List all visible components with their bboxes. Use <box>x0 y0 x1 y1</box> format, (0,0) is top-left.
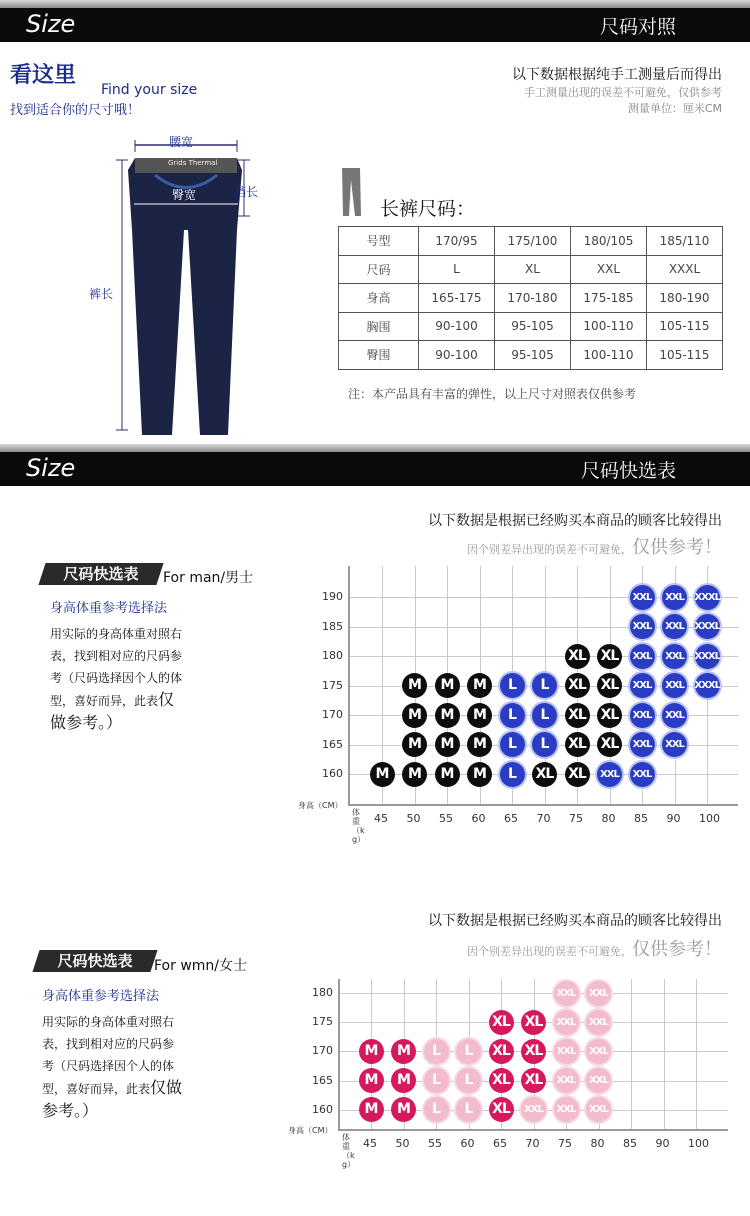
women-notice: 以下数据是根据已经购买本商品的顾客比较得出 <box>428 913 722 929</box>
size-marker: XL <box>597 644 622 669</box>
size-marker: XXL <box>554 1039 579 1064</box>
section-title: 尺码对照 <box>599 16 676 38</box>
x-tick-label: 90 <box>655 1137 670 1150</box>
size-marker: XXL <box>554 981 579 1006</box>
size-marker: M <box>359 1039 384 1064</box>
women-pill <box>32 950 157 972</box>
notice-ref: 仅供参考！ <box>632 939 722 960</box>
look-here-title: 看这里 <box>10 63 77 88</box>
size-marker: XL <box>521 1039 546 1064</box>
table-cell: 180/105 <box>571 227 647 256</box>
size-marker: XXL <box>662 703 687 728</box>
length-label: 裤长 <box>89 287 114 301</box>
size-marker: XL <box>565 762 590 787</box>
size-marker: M <box>370 762 395 787</box>
table-row <box>339 284 723 313</box>
table-cell: XL <box>495 255 571 284</box>
rise-label: 裆长 <box>234 185 259 199</box>
grid-line <box>696 979 697 1129</box>
size-marker: L <box>532 673 557 698</box>
size-table <box>338 226 723 370</box>
size-marker: XXL <box>597 762 622 787</box>
table-cell: 100-110 <box>571 312 647 341</box>
desc-part: 型，喜好而异，此表 <box>50 694 159 708</box>
x-tick-label: 60 <box>460 1137 475 1150</box>
desc-line: 用实际的身高体重对照右 <box>42 1015 175 1029</box>
women-pill-suffix: For wmn/女士 <box>154 958 248 974</box>
table-row <box>339 255 723 284</box>
measure-note-unit: 测量单位：厘米CM <box>627 102 722 115</box>
size-marker: XXL <box>630 585 655 610</box>
x-tick-label: 90 <box>666 812 681 825</box>
size-marker: XXXL <box>695 673 720 698</box>
size-marker: XXL <box>662 614 687 639</box>
table-cell: 100-110 <box>571 341 647 370</box>
y-tick-label: 190 <box>322 590 343 603</box>
y-tick-label: 170 <box>312 1044 333 1058</box>
size-label: Size <box>26 10 76 38</box>
desc-line: 考（尺码选择因个人的体 <box>42 1059 175 1073</box>
size-label: Size <box>26 454 76 482</box>
axis-line <box>338 979 340 1129</box>
x-tick-label: 55 <box>439 812 453 825</box>
table-cell: XXXL <box>647 255 723 284</box>
size-marker: XL <box>565 644 590 669</box>
table-cell: 95-105 <box>495 341 571 370</box>
size-marker: XL <box>597 732 622 757</box>
size-marker: XXXL <box>695 614 720 639</box>
y-axis-label: 身高（CM） <box>298 801 343 810</box>
size-marker: L <box>456 1039 481 1064</box>
size-marker: XXL <box>630 762 655 787</box>
table-title: 长裤尺码： <box>380 198 476 220</box>
size-marker: XXL <box>554 1010 579 1035</box>
men-notice-2 <box>467 533 722 559</box>
size-header-bar <box>0 8 750 42</box>
table-cell: 105-115 <box>647 341 723 370</box>
men-pill-suffix: For man/男士 <box>163 570 254 586</box>
axis-line <box>348 804 738 806</box>
size-marker: M <box>359 1068 384 1093</box>
size-marker: XXL <box>586 981 611 1006</box>
x-tick-label: 50 <box>406 812 421 825</box>
find-size-subtitle: 找到适合你的尺寸哦！ <box>10 103 141 118</box>
desc-line <box>50 689 182 712</box>
size-marker: XXL <box>586 1010 611 1035</box>
desc-line: 表，找到相对应的尺码参 <box>50 649 183 663</box>
size-marker: L <box>424 1068 449 1093</box>
x-tick-label: 75 <box>569 812 583 825</box>
table-cell: 175-185 <box>571 284 647 313</box>
x-tick-label: 80 <box>601 812 616 825</box>
table-cell: 身高 <box>339 284 419 313</box>
size-marker: XL <box>597 703 622 728</box>
size-marker: XL <box>565 673 590 698</box>
table-row <box>339 227 723 256</box>
size-marker: XL <box>489 1039 514 1064</box>
size-marker: XXL <box>521 1097 546 1122</box>
size-marker: XXL <box>662 585 687 610</box>
x-axis-label: 体重（kg） <box>352 808 366 844</box>
size-marker: XL <box>565 703 590 728</box>
size-marker: XXL <box>630 673 655 698</box>
waist-label: 腰宽 <box>169 135 194 149</box>
notice-error: 因个别差异出现的误差不可避免， <box>467 945 632 958</box>
size-marker: L <box>424 1039 449 1064</box>
x-tick-label: 75 <box>558 1137 572 1150</box>
size-marker: XXXL <box>695 585 720 610</box>
size-marker: M <box>391 1039 416 1064</box>
size-marker: XXL <box>586 1039 611 1064</box>
desc-line: 用实际的身高体重对照右 <box>50 627 183 641</box>
size-marker: M <box>402 673 427 698</box>
size-marker: XXL <box>630 703 655 728</box>
desc-line <box>42 1077 182 1100</box>
size-marker: M <box>402 762 427 787</box>
women-notice-2 <box>467 935 722 961</box>
y-tick-label: 175 <box>312 1015 333 1029</box>
brand-label: Grids Thermal <box>168 159 218 167</box>
pill-label: 尺码快选表 <box>57 952 133 970</box>
table-row <box>339 341 723 370</box>
y-tick-label: 175 <box>322 678 343 692</box>
x-tick-label: 50 <box>395 1137 410 1150</box>
size-marker: M <box>467 703 492 728</box>
size-marker: XXL <box>586 1068 611 1093</box>
desc-emph: 仅做 <box>150 1078 183 1097</box>
section-title: 尺码快选表 <box>580 460 676 482</box>
size-marker: L <box>532 703 557 728</box>
x-tick-label: 70 <box>536 812 551 825</box>
size-marker: XL <box>597 673 622 698</box>
size-marker: XL <box>565 732 590 757</box>
size-marker: XL <box>521 1068 546 1093</box>
desc-line: 考（尺码选择因个人的体 <box>50 671 183 685</box>
size-marker: M <box>391 1097 416 1122</box>
table-cell: 175/100 <box>495 227 571 256</box>
y-tick-label: 180 <box>322 649 343 662</box>
x-tick-label: 65 <box>504 812 518 825</box>
hip-label: 臀宽 <box>172 188 197 202</box>
pants-icon <box>340 166 364 218</box>
size-marker: XL <box>532 762 557 787</box>
notice-ref: 仅供参考！ <box>632 537 722 558</box>
y-tick-label: 180 <box>312 986 333 999</box>
axis-line <box>338 1129 728 1131</box>
y-tick-label: 165 <box>312 1073 333 1087</box>
size-marker: M <box>391 1068 416 1093</box>
table-cell: 165-175 <box>419 284 495 313</box>
size-marker: L <box>500 762 525 787</box>
size-marker: XL <box>521 1010 546 1035</box>
grid-line <box>338 993 728 994</box>
size-marker: M <box>435 762 460 787</box>
desc-line: 表，找到相对应的尺码参 <box>42 1037 175 1051</box>
y-axis-label: 身高（CM） <box>288 1126 333 1135</box>
men-method: 身高体重参考选择法 <box>50 601 168 616</box>
table-cell: 90-100 <box>419 312 495 341</box>
x-tick-label: 100 <box>688 1137 709 1150</box>
size-marker: L <box>500 703 525 728</box>
size-marker: XL <box>489 1068 514 1093</box>
x-tick-label: 60 <box>471 812 486 825</box>
men-notice: 以下数据是根据已经购买本商品的顾客比较得出 <box>428 513 722 529</box>
desc-line: 做参考。） <box>50 713 123 732</box>
size-marker: M <box>467 762 492 787</box>
table-cell: 尺码 <box>339 255 419 284</box>
x-tick-label: 55 <box>428 1137 442 1150</box>
grid-line <box>631 979 632 1129</box>
size-marker: L <box>500 673 525 698</box>
x-tick-label: 45 <box>374 812 388 825</box>
x-tick-label: 85 <box>623 1137 637 1150</box>
men-size-chart <box>298 560 740 860</box>
table-cell: XXL <box>571 255 647 284</box>
x-tick-label: 70 <box>525 1137 540 1150</box>
table-cell: 105-115 <box>647 312 723 341</box>
y-tick-label: 185 <box>322 619 343 633</box>
find-size-text: Find your size <box>101 82 198 98</box>
y-tick-label: 160 <box>322 767 343 780</box>
desc-part: 型，喜好而异，此表 <box>42 1082 151 1096</box>
table-cell: 170-180 <box>495 284 571 313</box>
y-tick-label: 160 <box>312 1102 333 1116</box>
women-method: 身高体重参考选择法 <box>42 989 160 1004</box>
table-cell: 95-105 <box>495 312 571 341</box>
table-cell: 170/95 <box>419 227 495 256</box>
size-marker: M <box>402 703 427 728</box>
table-cell: 180-190 <box>647 284 723 313</box>
size-marker: L <box>456 1068 481 1093</box>
desc-emph: 仅 <box>158 690 175 709</box>
men-pill <box>38 563 163 585</box>
size-marker: M <box>402 732 427 757</box>
desc-line: 参考。） <box>42 1101 99 1120</box>
size-marker: XXL <box>630 614 655 639</box>
axis-line <box>348 566 350 804</box>
x-tick-label: 100 <box>699 812 720 825</box>
men-desc <box>50 623 182 734</box>
size-marker: XXL <box>554 1068 579 1093</box>
size-marker: XXL <box>662 673 687 698</box>
notice-error: 因个别差异出现的误差不可避免， <box>467 543 632 556</box>
table-cell: 胸围 <box>339 312 419 341</box>
size-marker: XXL <box>586 1097 611 1122</box>
size-marker: L <box>500 732 525 757</box>
x-tick-label: 65 <box>493 1137 507 1150</box>
size-marker: XXL <box>662 644 687 669</box>
women-size-chart <box>290 975 730 1205</box>
size-marker: XL <box>489 1010 514 1035</box>
x-axis-label: 体重（kg） <box>342 1133 356 1169</box>
y-tick-label: 170 <box>322 708 343 721</box>
size-header-bar-2 <box>0 452 750 486</box>
size-marker: M <box>359 1097 384 1122</box>
size-marker: XXL <box>662 732 687 757</box>
size-marker: L <box>532 732 557 757</box>
table-cell: L <box>419 255 495 284</box>
pill-label: 尺码快选表 <box>63 565 139 583</box>
table-note: 注：本产品具有丰富的弹性，以上尺寸对照表仅供参考 <box>348 387 637 401</box>
x-tick-label: 85 <box>634 812 648 825</box>
table-cell: 90-100 <box>419 341 495 370</box>
size-marker: M <box>467 732 492 757</box>
size-marker: XL <box>489 1097 514 1122</box>
table-cell: 185/110 <box>647 227 723 256</box>
size-marker: XXL <box>554 1097 579 1122</box>
size-marker: XXL <box>630 644 655 669</box>
table-row <box>339 312 723 341</box>
women-desc <box>42 1011 182 1122</box>
size-marker: M <box>467 673 492 698</box>
table-cell: 号型 <box>339 227 419 256</box>
size-marker: M <box>435 703 460 728</box>
size-marker: M <box>435 673 460 698</box>
grid-line <box>664 979 665 1129</box>
y-tick-label: 165 <box>322 737 343 751</box>
size-marker: M <box>435 732 460 757</box>
x-tick-label: 80 <box>590 1137 605 1150</box>
size-marker: XXXL <box>695 644 720 669</box>
measure-note-title: 以下数据根据纯手工测量后而得出 <box>512 67 722 83</box>
table-cell: 臀围 <box>339 341 419 370</box>
size-marker: L <box>456 1097 481 1122</box>
size-marker: L <box>424 1097 449 1122</box>
size-marker: XXL <box>630 732 655 757</box>
x-tick-label: 45 <box>363 1137 377 1150</box>
measure-note-error: 手工测量出现的误差不可避免，仅供参考 <box>524 86 722 99</box>
